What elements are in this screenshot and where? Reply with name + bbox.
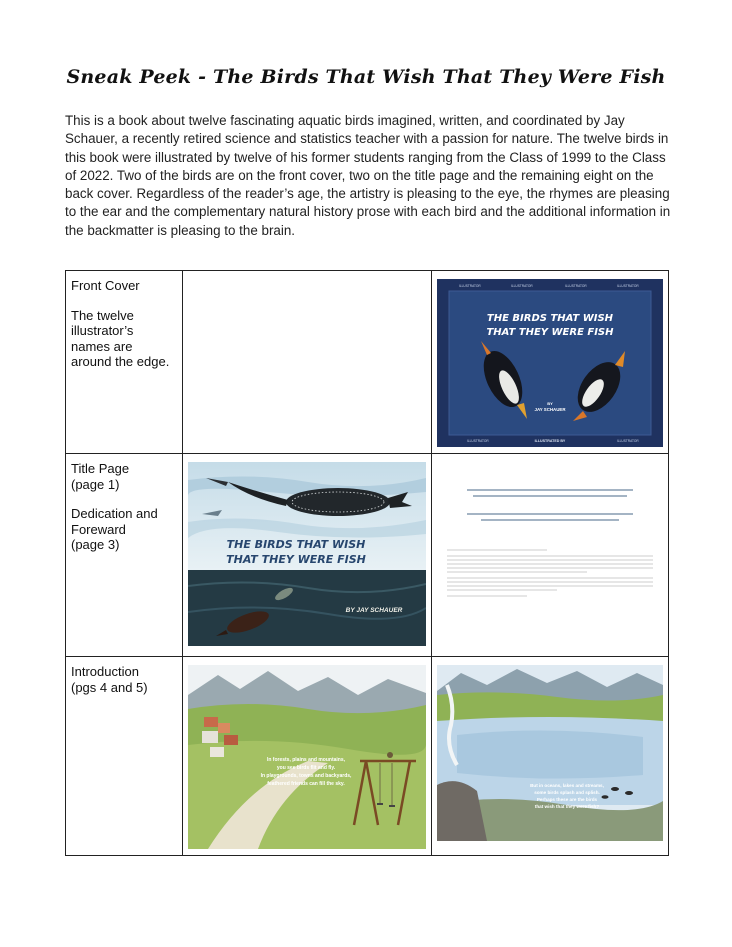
row-label: Front Cover: [71, 278, 140, 293]
dedication-cell: [432, 454, 669, 657]
title-page-image: [188, 462, 426, 646]
dedication-page-image: [437, 462, 663, 646]
intro-page-5-image: [437, 665, 663, 841]
title-line-2: THAT THEY WERE FISH: [226, 553, 366, 566]
intro-right-line-4: that wish that they were fish?: [534, 804, 600, 809]
table-row-front-cover: [66, 271, 669, 454]
intro-right-cell: [432, 657, 669, 856]
intro-page-4-image: [188, 665, 426, 849]
intro-right-line-1: But in oceans, lakes and streams,: [530, 783, 604, 788]
table-row-title-page: [66, 454, 669, 657]
svg-text:ILLUSTRATOR: ILLUSTRATOR: [617, 284, 639, 288]
cover-title-line-1: THE BIRDS THAT WISH: [486, 313, 614, 324]
table-row-introduction: [66, 657, 669, 856]
front-cover-image: [437, 279, 663, 447]
intro-left-line-3: In playgrounds, towns and backyards,: [260, 773, 352, 779]
intro-right-line-3: Perhaps these are the birds: [536, 797, 598, 802]
svg-text:ILLUSTRATOR: ILLUSTRATOR: [565, 284, 587, 288]
cover-author: JAY SCHAUER: [534, 407, 566, 412]
empty-cell: [183, 271, 432, 454]
intro-left-line-2: you see birds flit and fly.: [276, 765, 336, 771]
row-label: Title Page (page 1): [71, 461, 130, 492]
illustrated-by-text: ILLUSTRATED BY: [534, 439, 566, 443]
row-note: The twelve illustrator’s names are around the edge.: [71, 307, 170, 369]
page-title: Sneak Peek - The Birds That Wish That They Were Fish: [66, 66, 666, 88]
label-cell: [66, 454, 183, 657]
intro-right-line-2: some birds splash and splish.: [534, 790, 600, 795]
title-byline: BY JAY SCHAUER: [345, 607, 403, 614]
title-page-cell: [183, 454, 432, 657]
intro-left-line-4: feathered friends can fill the sky.: [267, 781, 345, 787]
cover-title-line-2: THAT THEY WERE FISH: [486, 327, 614, 338]
cover-cell: [432, 271, 669, 454]
title-line-1: THE BIRDS THAT WISH: [226, 538, 366, 551]
svg-text:ILLUSTRATOR: ILLUSTRATOR: [511, 284, 533, 288]
svg-text:ILLUSTRATOR: ILLUSTRATOR: [467, 439, 489, 443]
cover-by: BY: [547, 401, 553, 406]
intro-left-line-1: In forests, plains and mountains,: [266, 757, 346, 763]
preview-table: [65, 270, 669, 856]
row-note: Dedication and Foreward (page 3): [71, 506, 158, 552]
label-cell: [66, 271, 183, 454]
svg-text:ILLUSTRATOR: ILLUSTRATOR: [617, 439, 639, 443]
row-label: Introduction (pgs 4 and 5): [71, 664, 148, 695]
intro-paragraph: This is a book about twelve fascinating aquatic birds imagined, written, and coordinated by Jay Schauer, a recently retired science and statistics teacher with a passion for nature. The twelve birds in this book were illustrated by twelve of his former students ranging from the Class of 1999 to the Class of 2022. Two of the birds are on the front cover, two on the title page and the remaining eight on the back cover. Regardless of the reader’s age, the artistry is pleasing to the eye, the rhymes are pleasing to the ear and the complementary natural history prose with each bird and the additional information in the backmatter is pleasing to the brain.: [65, 113, 671, 238]
intro-left-cell: [183, 657, 432, 856]
label-cell: [66, 657, 183, 856]
svg-text:ILLUSTRATOR: ILLUSTRATOR: [459, 284, 481, 288]
